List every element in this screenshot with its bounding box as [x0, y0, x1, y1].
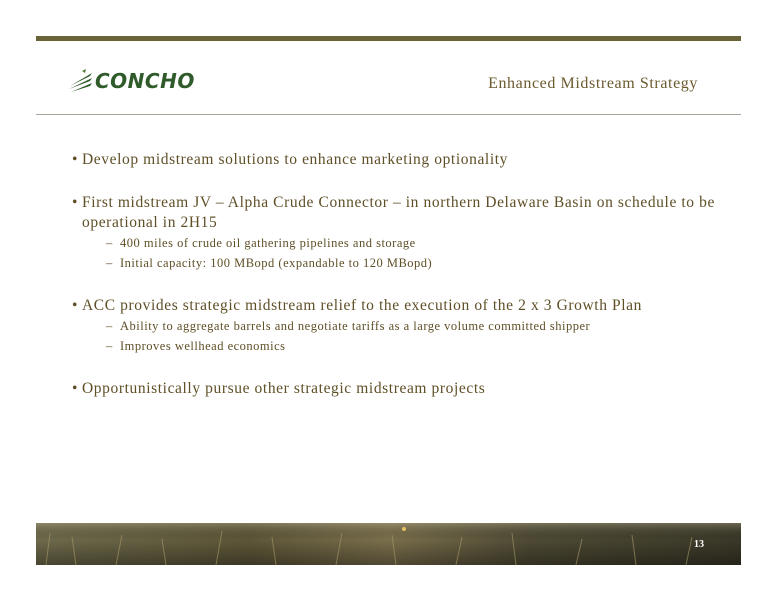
- bullet-text: First midstream JV – Alpha Crude Connector – in northern Delaware Basin on schedule to be operational in 2H15: [82, 194, 715, 231]
- slide-content: [72, 150, 722, 399]
- concho-logo: [68, 68, 195, 94]
- sub-bullet-item: [72, 253, 722, 273]
- footer-landscape-image: [36, 523, 741, 565]
- bullet-text: Opportunistically pursue other strategic midstream projects: [82, 380, 486, 397]
- bullet-item: [72, 296, 722, 316]
- sub-bullet-text: Ability to aggregate barrels and negotiate tariffs as a large volume committed shipper: [120, 319, 591, 333]
- bullet-dot: •: [72, 194, 79, 211]
- sub-bullet-item: [72, 336, 722, 356]
- page-number: 13: [694, 539, 704, 550]
- bullet-text: ACC provides strategic midstream relief to the execution of the 2 x 3 Growth Plan: [82, 297, 642, 314]
- sub-bullet-text: Initial capacity: 100 MBopd (expandable to 120 MBopd): [120, 256, 433, 270]
- bullet-dot: •: [72, 380, 79, 397]
- logo-text: CONCHO: [95, 69, 195, 93]
- bullet-item: [72, 150, 722, 170]
- bullet-item: [72, 379, 722, 399]
- sub-bullet-item: [72, 233, 722, 253]
- top-accent-bar: [36, 36, 741, 41]
- bullet-item: [72, 193, 722, 233]
- bullet-text: Develop midstream solutions to enhance marketing optionality: [82, 151, 508, 168]
- sub-bullet-item: [72, 316, 722, 336]
- slide-title: Enhanced Midstream Strategy: [488, 75, 698, 92]
- sub-bullet-dash: –: [106, 319, 113, 333]
- sub-bullet-dash: –: [106, 256, 113, 270]
- sub-bullet-dash: –: [106, 339, 113, 353]
- sub-bullet-text: 400 miles of crude oil gathering pipelines and storage: [120, 236, 416, 250]
- bullet-dot: •: [72, 151, 79, 168]
- sub-bullet-text: Improves wellhead economics: [120, 339, 286, 353]
- bullet-dot: •: [72, 297, 79, 314]
- sub-bullet-dash: –: [106, 236, 113, 250]
- header-divider: [36, 114, 741, 115]
- concho-logo-icon: [68, 69, 94, 93]
